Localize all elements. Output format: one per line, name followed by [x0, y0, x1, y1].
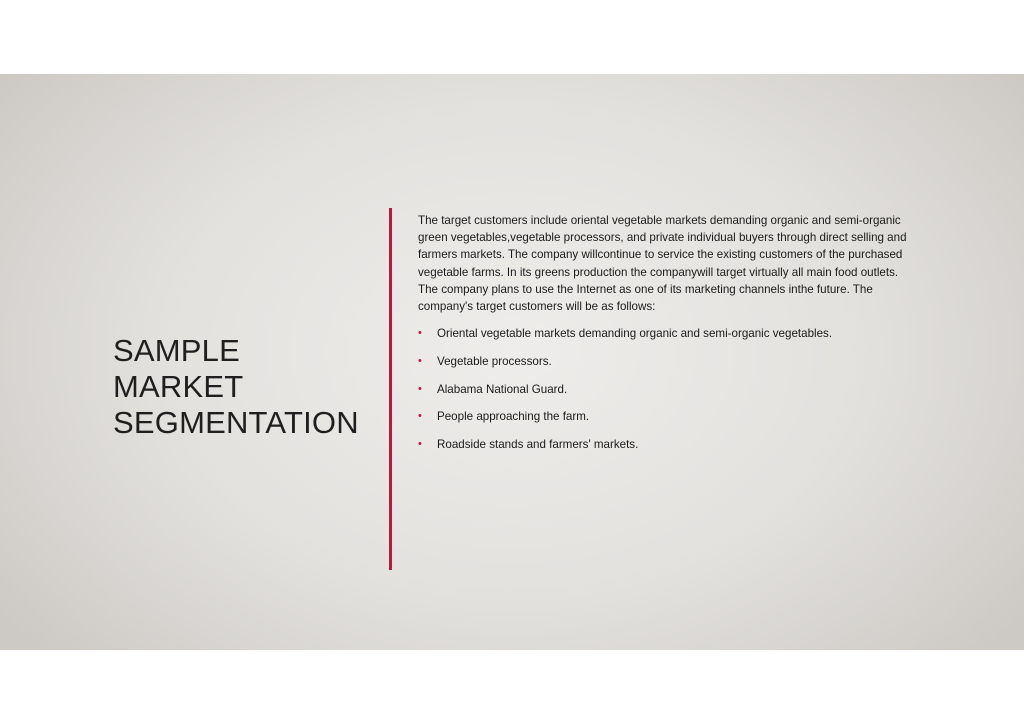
slide-title	[113, 333, 383, 441]
list-item	[418, 381, 918, 398]
bullet-text: People approaching the farm.	[437, 410, 590, 424]
intro-line: green vegetables,vegetable processors, and private individual buyers through direct selling and	[418, 231, 907, 245]
slide	[0, 74, 1024, 650]
list-item	[418, 408, 918, 425]
bullet-text: Vegetable processors.	[437, 354, 552, 368]
intro-line: farmers markets. The company willcontinue to service the existing customers of the purchased	[418, 248, 903, 262]
list-item	[418, 325, 918, 342]
bullet-icon: •	[418, 327, 422, 340]
accent-divider	[389, 208, 392, 570]
bullet-icon: •	[418, 354, 422, 367]
slide-body	[418, 212, 918, 464]
title-line: SEGMENTATION	[113, 405, 359, 440]
list-item	[418, 353, 918, 370]
intro-paragraph	[418, 212, 918, 315]
intro-line: The company plans to use the Internet as one of its marketing channels inthe future. The	[418, 282, 873, 296]
bullet-icon: •	[418, 410, 422, 423]
intro-line: vegetable farms. In its greens production the companywill target virtually all main food outlets.	[418, 265, 899, 279]
bullet-text: Alabama National Guard.	[437, 382, 568, 396]
bullet-text: Roadside stands and farmers' markets.	[437, 437, 639, 451]
bullet-icon: •	[418, 437, 422, 450]
list-item	[418, 436, 918, 453]
intro-line: The target customers include oriental vegetable markets demanding organic and semi-organic	[418, 214, 901, 227]
bullet-icon: •	[418, 382, 422, 395]
title-line: SAMPLE	[113, 333, 240, 368]
bullet-list	[418, 325, 918, 453]
title-line: MARKET	[113, 369, 244, 404]
intro-line: company's target customers will be as follows:	[418, 300, 656, 314]
bullet-text: Oriental vegetable markets demanding organic and semi-organic vegetables.	[437, 327, 833, 341]
